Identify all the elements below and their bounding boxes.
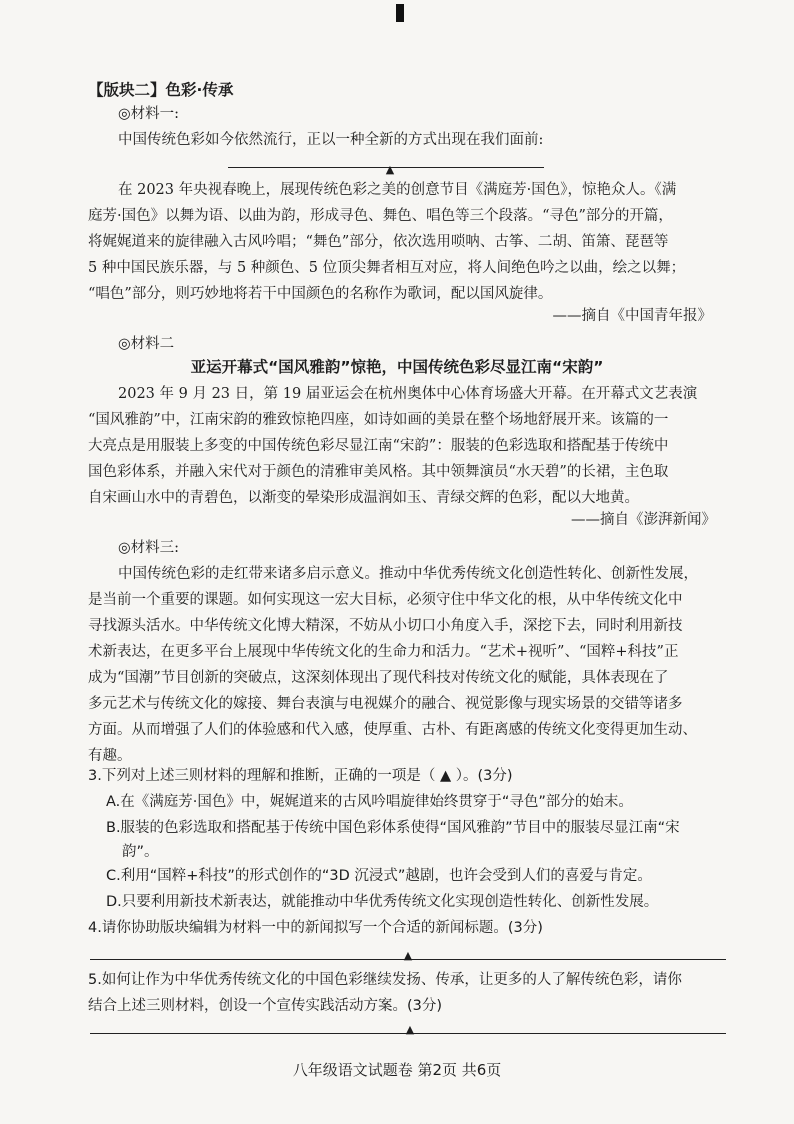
question-3-option-b: B.服装的色彩选取和搭配基于传统中国色彩体系使得“国风雅韵”节目中的服装尽显江南“宋 (106, 820, 680, 836)
material3-line: 方面。从而增强了人们的体验感和代入感，使厚重、古朴、有距离感的传统文化变得更加生动、 (88, 722, 697, 738)
question-5-line: 结合上述三则材料，创设一个宣传实践活动方案。(3分) (88, 998, 443, 1014)
question-3-stem: 3.下列对上述三则材料的理解和推断，正确的一项是（ ▲ ）。(3分) (88, 768, 513, 784)
material3-line: 有趣。 (88, 748, 132, 764)
question-3-option-d: D.只要利用新技术新表达，就能推动中华优秀传统文化实现创造性转化、创新性发展。 (106, 894, 659, 910)
material3-line: 是当前一个重要的课题。如何实现这一宏大目标，必须守住中华文化的根，从中华传统文化中 (88, 592, 683, 608)
material3-line: 中国传统色彩的走红带来诸多启示意义。推动中华优秀传统文化创造性转化、创新性发展， (118, 566, 698, 582)
answer-marker: ▲ (385, 163, 395, 176)
material1-line: 庭芳·国色》以舞为语、以曲为韵，形成寻色、舞色、唱色等三个段落。“寻色”部分的开篇， (88, 208, 673, 224)
material2-label: ◎材料二 (118, 336, 175, 352)
answer-marker: ▲ (405, 1023, 415, 1036)
answer-marker: ▲ (403, 949, 413, 962)
question-3-option-c: C.利用“国粹+科技”的形式创作的“3D 沉浸式”越剧，也许会受到人们的喜爱与肯定。 (106, 868, 652, 884)
material3-line: 多元艺术与传统文化的嫁接、舞台表演与电视媒介的融合、视觉影像与现实场景的交错等诸多 (88, 696, 683, 712)
material2-line: 国色彩体系，并融入宋代对于颜色的清雅审美风格。其中领舞演员“水天碧”的长裙，主色取 (88, 464, 669, 480)
page-footer: 八年级语文试题卷 第2页 共6页 (292, 1061, 502, 1079)
material2-line: 2023 年 9 月 23 日，第 19 届亚运会在杭州奥体中心体育场盛大开幕。在开幕式文艺表演 (118, 386, 698, 402)
material1-intro: 中国传统色彩如今依然流行，正以一种全新的方式出现在我们面前: (118, 132, 544, 148)
question-3-option-b-cont: 韵”。 (122, 844, 159, 860)
scan-mark (396, 4, 404, 22)
material3-line: 寻找源头活水。中华传统文化博大精深，不妨从小切口小角度入手，深挖下去，同时利用新技 (88, 618, 683, 634)
material2-line: 大亮点是用服装上多变的中国传统色彩尽显江南“宋韵”：服装的色彩选取和搭配基于传统中 (88, 438, 669, 454)
material1-line: 将娓娓道来的旋律融入古风吟唱；“舞色”部分，依次选用唢呐、古筝、二胡、笛箫、琵琶等 (88, 234, 669, 250)
question-3-option-a: A.在《满庭芳·国色》中，娓娓道来的古风吟唱旋律始终贯穿于“寻色”部分的始末。 (106, 794, 633, 810)
material1-line: “唱色”部分，则巧妙地将若干中国颜色的名称作为歌词，配以国风旋律。 (88, 286, 553, 302)
material1-label: ◎材料一: (118, 106, 180, 122)
question-5-line: 5.如何让作为中华优秀传统文化的中国色彩继续发扬、传承，让更多的人了解传统色彩，请你 (88, 972, 682, 988)
material2-source: ——摘自《澎湃新闻》 (571, 512, 716, 528)
material3-line: 成为“国潮”节目创新的突破点，这深刻体现出了现代科技对传统文化的赋能，具体表现在了 (88, 670, 669, 686)
question-4-stem: 4.请你协助版块编辑为材料一中的新闻拟写一个合适的新闻标题。(3分) (88, 920, 543, 936)
material2-line: “国风雅韵”中，江南宋韵的雅致惊艳四座，如诗如画的美景在整个场地舒展开来。该篇的一 (88, 412, 669, 428)
material2-headline: 亚运开幕式“国风雅韵”惊艳，中国传统色彩尽显江南“宋韵” (190, 358, 604, 376)
material2-line: 自宋画山水中的青碧色，以渐变的晕染形成温润如玉、青绿交辉的色彩，配以大地黄。 (88, 490, 639, 506)
material3-line: 术新表达，在更多平台上展现中华传统文化的生命力和活力。“艺术+视听”、“国粹+科技”正 (88, 644, 679, 660)
section-title: 【版块二】色彩·传承 (88, 81, 234, 99)
material3-label: ◎材料三: (118, 540, 180, 556)
material1-line: 在 2023 年央视春晚上，展现传统色彩之美的创意节目《满庭芳·国色》，惊艳众人。《满 (118, 182, 677, 198)
material1-line: 5 种中国民族乐器，与 5 种颜色、5 位顶尖舞者相互对应，将人间绝色吟之以曲，绘之以舞； (88, 260, 686, 276)
material1-source: ——摘自《中国青年报》 (552, 308, 712, 324)
